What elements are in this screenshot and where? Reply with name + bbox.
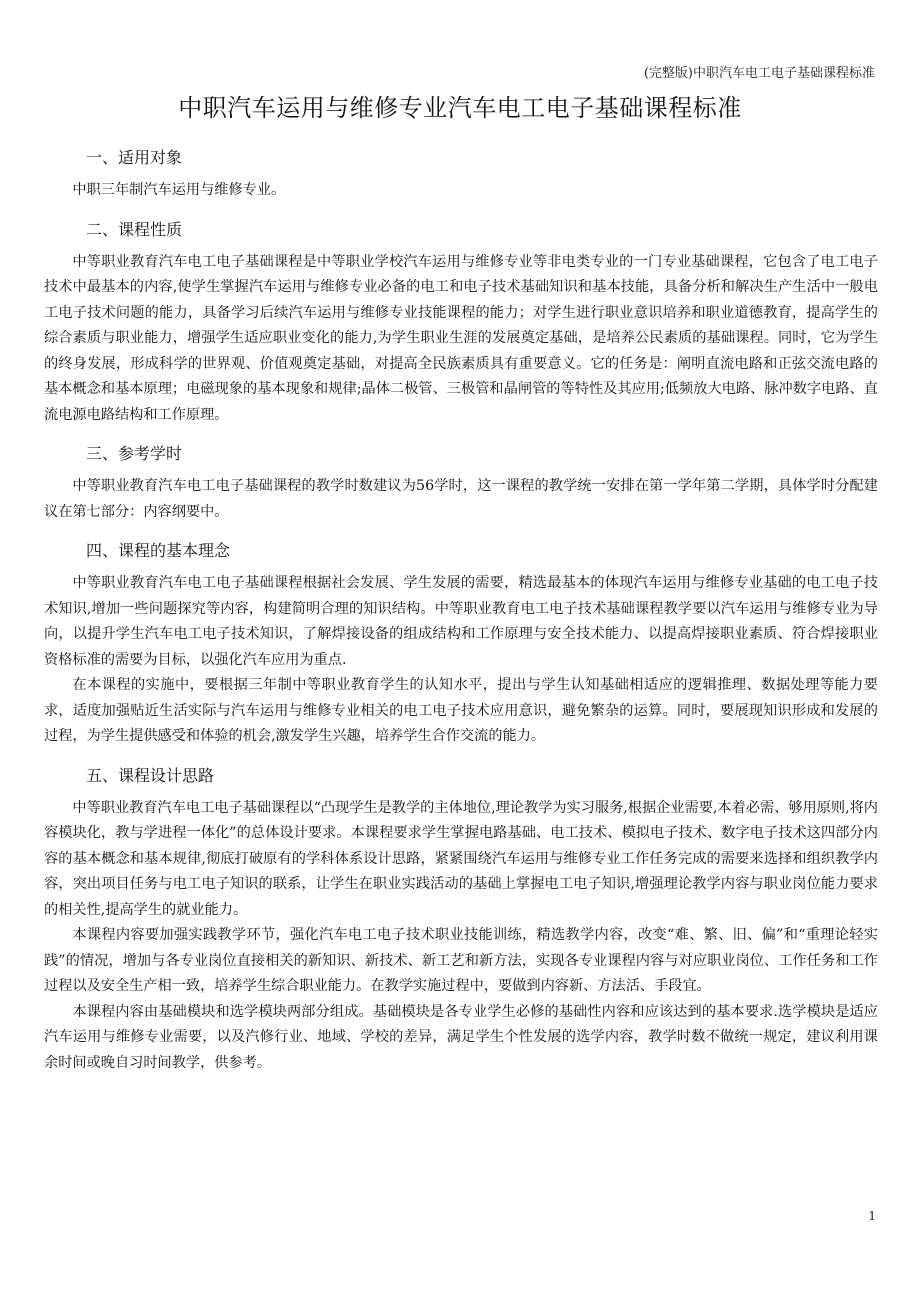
paragraph: 中等职业教育汽车电工电子基础课程根据社会发展、学生发展的需要，精选最基本的体现汽车运用与维修专业基础的电工电子技术知识,增加一些问题探究等内容，构建简明合理的知识结构。中等职业教育电工电子技术基础课程教学要以汽车运用与维修专业为导向，以提升学生汽车电工电子技术知识，了解焊接设备的组成结构和工作原理与安全技术能力、以提高焊接职业素质、符合焊接职业资格标准的需要为目标，以强化汽车应用为重点.	[44, 575, 878, 668]
paragraph: 中等职业教育汽车电工电子基础课程以“凸现学生是教学的主体地位,理论教学为实习服务,根据企业需要,本着必需、够用原则,将内容模块化，教与学进程一体化”的总体设计要求。本课程要求学生掌握电路基础、电工技术、模拟电子技术、数字电子技术这四部分内容的基本概念和基本规律,彻底打破原有的学科体系设计思路，紧紧围绕汽车运用与维修专业工作任务完成的需要来选择和组织教学内容，突出项目任务与电工电子知识的联系，让学生在职业实践活动的基础上掌握电工电子知识,增强理论教学内容与职业岗位能力要求的相关性,提高学生的就业能力。	[44, 799, 878, 918]
page-number: 1	[868, 1209, 876, 1223]
section-applicable-objects	[44, 144, 878, 204]
section-heading: 一、适用对象	[86, 148, 183, 167]
section-basic-concepts	[44, 537, 878, 750]
section-heading: 二、课程性质	[86, 219, 183, 239]
paragraph: 中职三年制汽车运用与维修专业。	[72, 182, 286, 198]
paragraph: 在本课程的实施中，要根据三年制中等职业教育学生的认知水平，提出与学生认知基础相适应的逻辑推理、数据处理等能力要求，适度加强贴近生活实际与汽车运用与维修专业相关的电工电子技术应用意识，避免繁杂的运算。同时，要展现知识形成和发展的过程，为学生提供感受和体验的机会,激发学生兴趣，培养学生合作交流的能力。	[44, 677, 878, 744]
document-title: 中职汽车运用与维修专业汽车电工电子基础课程标准	[178, 94, 742, 122]
paragraph: 本课程内容要加强实践教学环节，强化汽车电工电子技术职业技能训练，精选教学内容，改变“难、繁、旧、偏”和“重理论轻实践”的情况，增加与各专业岗位直接相关的新知识、新技术、新工艺和新方法，实现各专业课程内容与对应职业岗位、工作任务和工作过程以及安全生产相一致，培养学生综合职业能力。在教学实施过程中，要做到内容新、方法活、手段宜。	[44, 927, 878, 994]
document-body	[44, 144, 878, 1076]
paragraph: 本课程内容由基础模块和选学模块两部分组成。基础模块是各专业学生必修的基础性内容和应该达到的基本要求.选学模块是适应汽车运用与维修专业需要，以及汽修行业、地域、学校的差异，满足学生个性发展的选学内容，教学时数不做统一规定，建议利用课余时间或晚自习时间教学，供参考。	[44, 1003, 878, 1071]
section-heading: 五、课程设计思路	[86, 765, 215, 785]
section-design-approach	[44, 762, 878, 1077]
section-reference-hours	[44, 440, 878, 525]
paragraph: 中等职业教育汽车电工电子基础课程的教学时数建议为56学时，这一课程的教学统一安排在第一学年第二学期，具体学时分配建议在第七部分：内容纲要中。	[44, 478, 878, 520]
running-header: (完整版)中职汽车电工电子基础课程标准	[643, 66, 875, 81]
section-heading: 三、参考学时	[86, 444, 183, 463]
section-heading: 四、课程的基本理念	[86, 541, 231, 560]
section-course-nature	[44, 216, 878, 429]
paragraph: 中等职业教育汽车电工电子基础课程是中等职业学校汽车运用与维修专业等非电类专业的一门专业基础课程，它包含了电工电子技术中最基本的内容,使学生掌握汽车运用与维修专业必备的电工和电子技术基础知识和基本技能，具备分析和解决生产生活中一般电工电子技术问题的能力，具备学习后续汽车运用与维修专业技能课程的能力；对学生进行职业意识培养和职业道德教育，提高学生的综合素质与职业能力，增强学生适应职业变化的能力,为学生职业生涯的发展奠定基础，是培养公民素质的基础课程。同时，它为学生的终身发展，形成科学的世界观、价值观奠定基础，对提高全民族素质具有重要意义。它的任务是：阐明直流电路和正弦交流电路的基本概念和基本原理；电磁现象的基本现象和规律;晶体二极管、三极管和晶闸管的等特性及其应用;低频放大电路、脉冲数字电路、直流电源电路结构和工作原理。	[44, 253, 878, 423]
